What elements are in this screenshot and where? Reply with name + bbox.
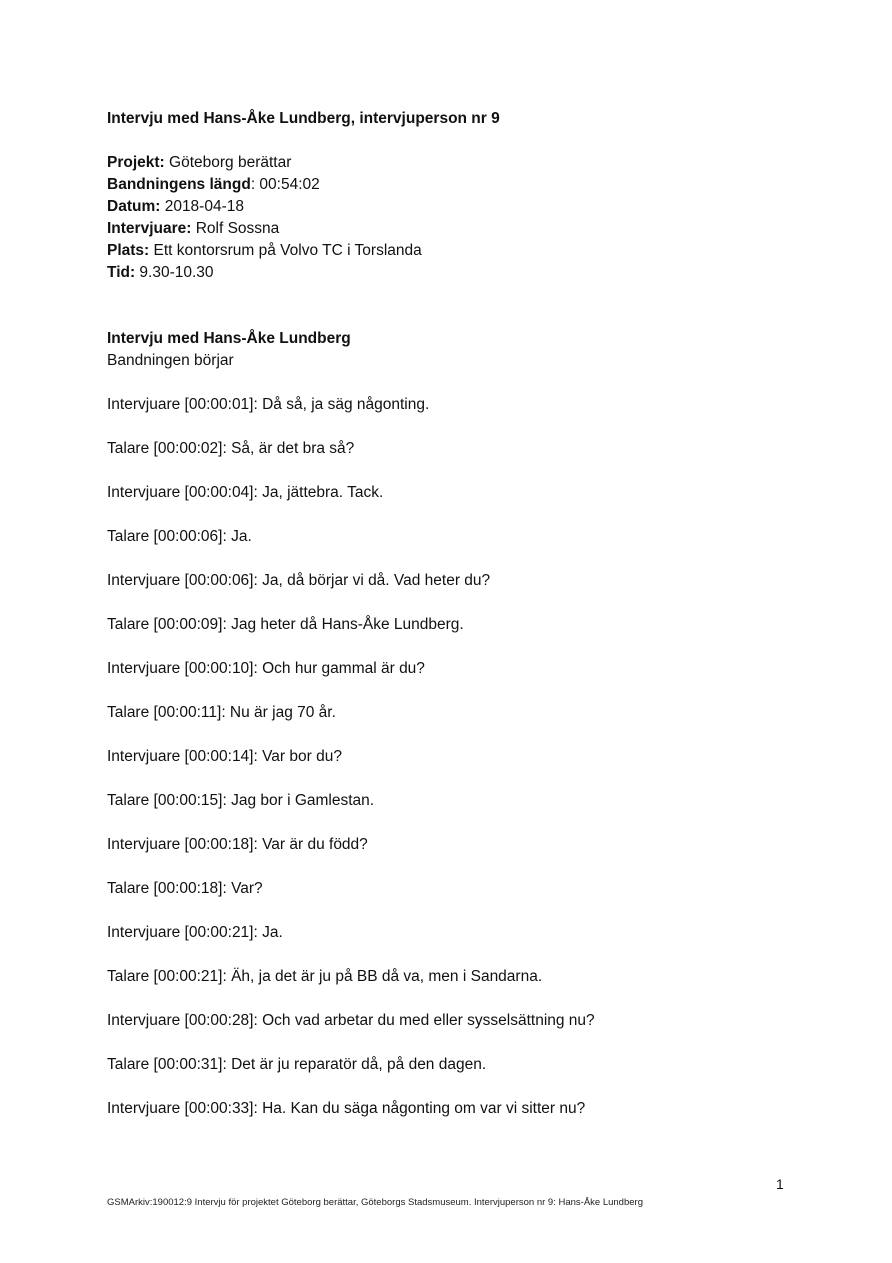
transcript-line: Talare [00:00:31]: Det är ju reparatör då, på den dagen. bbox=[107, 1056, 487, 1073]
transcript-line: Intervjuare [00:00:01]: Då så, ja säg någonting. bbox=[107, 396, 430, 413]
document-body bbox=[107, 108, 807, 1142]
meta-value: 2018-04-18 bbox=[160, 198, 244, 215]
meta-value: Ett kontorsrum på Volvo TC i Torslanda bbox=[149, 242, 422, 259]
meta-value: : 00:54:02 bbox=[250, 176, 320, 193]
meta-key: Projekt: bbox=[107, 154, 165, 171]
meta-key: Tid: bbox=[107, 264, 136, 281]
meta-date bbox=[107, 196, 807, 218]
section-title: Intervju med Hans-Åke Lundberg bbox=[107, 330, 351, 347]
transcript-line: Intervjuare [00:00:14]: Var bor du? bbox=[107, 748, 342, 765]
meta-place bbox=[107, 240, 807, 262]
transcript-line: Talare [00:00:21]: Äh, ja det är ju på BB då va, men i Sandarna. bbox=[107, 968, 543, 985]
transcript-line: Talare [00:00:09]: Jag heter då Hans-Åke Lundberg. bbox=[107, 616, 464, 633]
meta-value: 9.30-10.30 bbox=[135, 264, 214, 281]
transcript-line: Intervjuare [00:00:33]: Ha. Kan du säga någonting om var vi sitter nu? bbox=[107, 1100, 586, 1117]
meta-value: Göteborg berättar bbox=[164, 154, 292, 171]
meta-key: Intervjuare: bbox=[107, 220, 192, 237]
transcript-line: Talare [00:00:18]: Var? bbox=[107, 880, 263, 897]
metadata-block bbox=[107, 152, 807, 284]
interview-section bbox=[107, 328, 807, 372]
page-number: 1 bbox=[776, 1176, 784, 1192]
transcript-line: Talare [00:00:11]: Nu är jag 70 år. bbox=[107, 704, 336, 721]
transcript-line: Talare [00:00:02]: Så, är det bra så? bbox=[107, 440, 355, 457]
meta-key: Plats: bbox=[107, 242, 150, 259]
meta-recording-length bbox=[107, 174, 807, 196]
page-footer: GSMArkiv:190012:9 Intervju för projektet Göteborg berättar, Göteborgs Stadsmuseum. Intervjuperson nr 9: Hans-Åke Lundberg bbox=[107, 1197, 643, 1208]
meta-key: Bandningens längd bbox=[107, 176, 251, 193]
transcript-line: Intervjuare [00:00:06]: Ja, då börjar vi då. Vad heter du? bbox=[107, 572, 491, 589]
document-title: Intervju med Hans-Åke Lundberg, intervjuperson nr 9 bbox=[107, 110, 500, 127]
transcript-line: Talare [00:00:06]: Ja. bbox=[107, 528, 252, 545]
transcript-line: Intervjuare [00:00:18]: Var är du född? bbox=[107, 836, 368, 853]
meta-time bbox=[107, 262, 807, 284]
transcript-line: Intervjuare [00:00:04]: Ja, jättebra. Tack. bbox=[107, 484, 384, 501]
transcript-line: Talare [00:00:15]: Jag bor i Gamlestan. bbox=[107, 792, 375, 809]
transcript-line: Intervjuare [00:00:10]: Och hur gammal är du? bbox=[107, 660, 425, 677]
meta-value: Rolf Sossna bbox=[191, 220, 280, 237]
section-subtitle: Bandningen börjar bbox=[107, 352, 234, 369]
meta-interviewer bbox=[107, 218, 807, 240]
transcript-line: Intervjuare [00:00:28]: Och vad arbetar du med eller sysselsättning nu? bbox=[107, 1012, 595, 1029]
transcript bbox=[107, 394, 807, 1120]
transcript-line: Intervjuare [00:00:21]: Ja. bbox=[107, 924, 283, 941]
meta-key: Datum: bbox=[107, 198, 161, 215]
meta-project bbox=[107, 152, 807, 174]
